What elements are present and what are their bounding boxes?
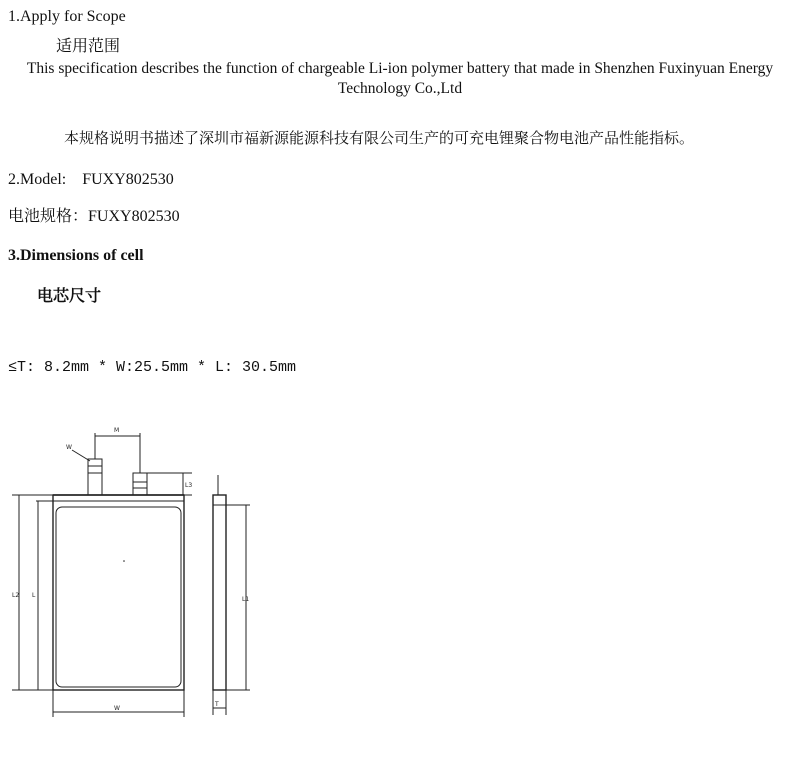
model-line <box>8 171 174 189</box>
model-value: FUXY802530 <box>82 171 174 188</box>
scope-description: This specification describes the function of chargeable Li-ion polymer battery that made in Shenzhen Fuxinyuan Energy Technology Co.,Ltd <box>26 60 774 97</box>
tab-length-label: L3 <box>185 482 193 489</box>
scope-heading: 1.Apply for Scope <box>8 8 126 25</box>
negative-tab <box>88 459 102 495</box>
model-label-cn: 电池规格： <box>8 206 89 225</box>
tab-width-label: W <box>66 444 72 451</box>
positive-tab <box>133 473 147 495</box>
body-length-label: L <box>32 592 36 599</box>
tab-spacing-label: M <box>114 427 120 434</box>
scope-description-cn: 本规格说明书描述了深圳市福新源能源科技有限公司生产的可充电锂聚合物电池产品性能指标。 <box>64 129 695 147</box>
cell-dimension-drawing <box>0 415 280 720</box>
dimensions-heading-cn: 电芯尺寸 <box>37 286 102 305</box>
model-label: 2.Model: <box>8 171 67 188</box>
width-label: W <box>114 705 120 712</box>
thickness-label: T <box>215 701 219 708</box>
total-length-label: L2 <box>12 592 20 599</box>
dimensions-heading: 3.Dimensions of cell <box>8 247 144 264</box>
side-length-label: L1 <box>242 596 250 603</box>
cell-body-outline <box>56 507 181 687</box>
cell-front-view <box>53 495 184 690</box>
model-line-cn <box>8 203 180 226</box>
scope-heading-cn: 适用范围 <box>56 36 121 55</box>
cell-side-view <box>213 495 226 690</box>
cell-size-spec: ≤T: 8.2mm * W:25.5mm * L: 30.5mm <box>8 359 297 376</box>
model-value-cn: FUXY802530 <box>88 208 180 225</box>
